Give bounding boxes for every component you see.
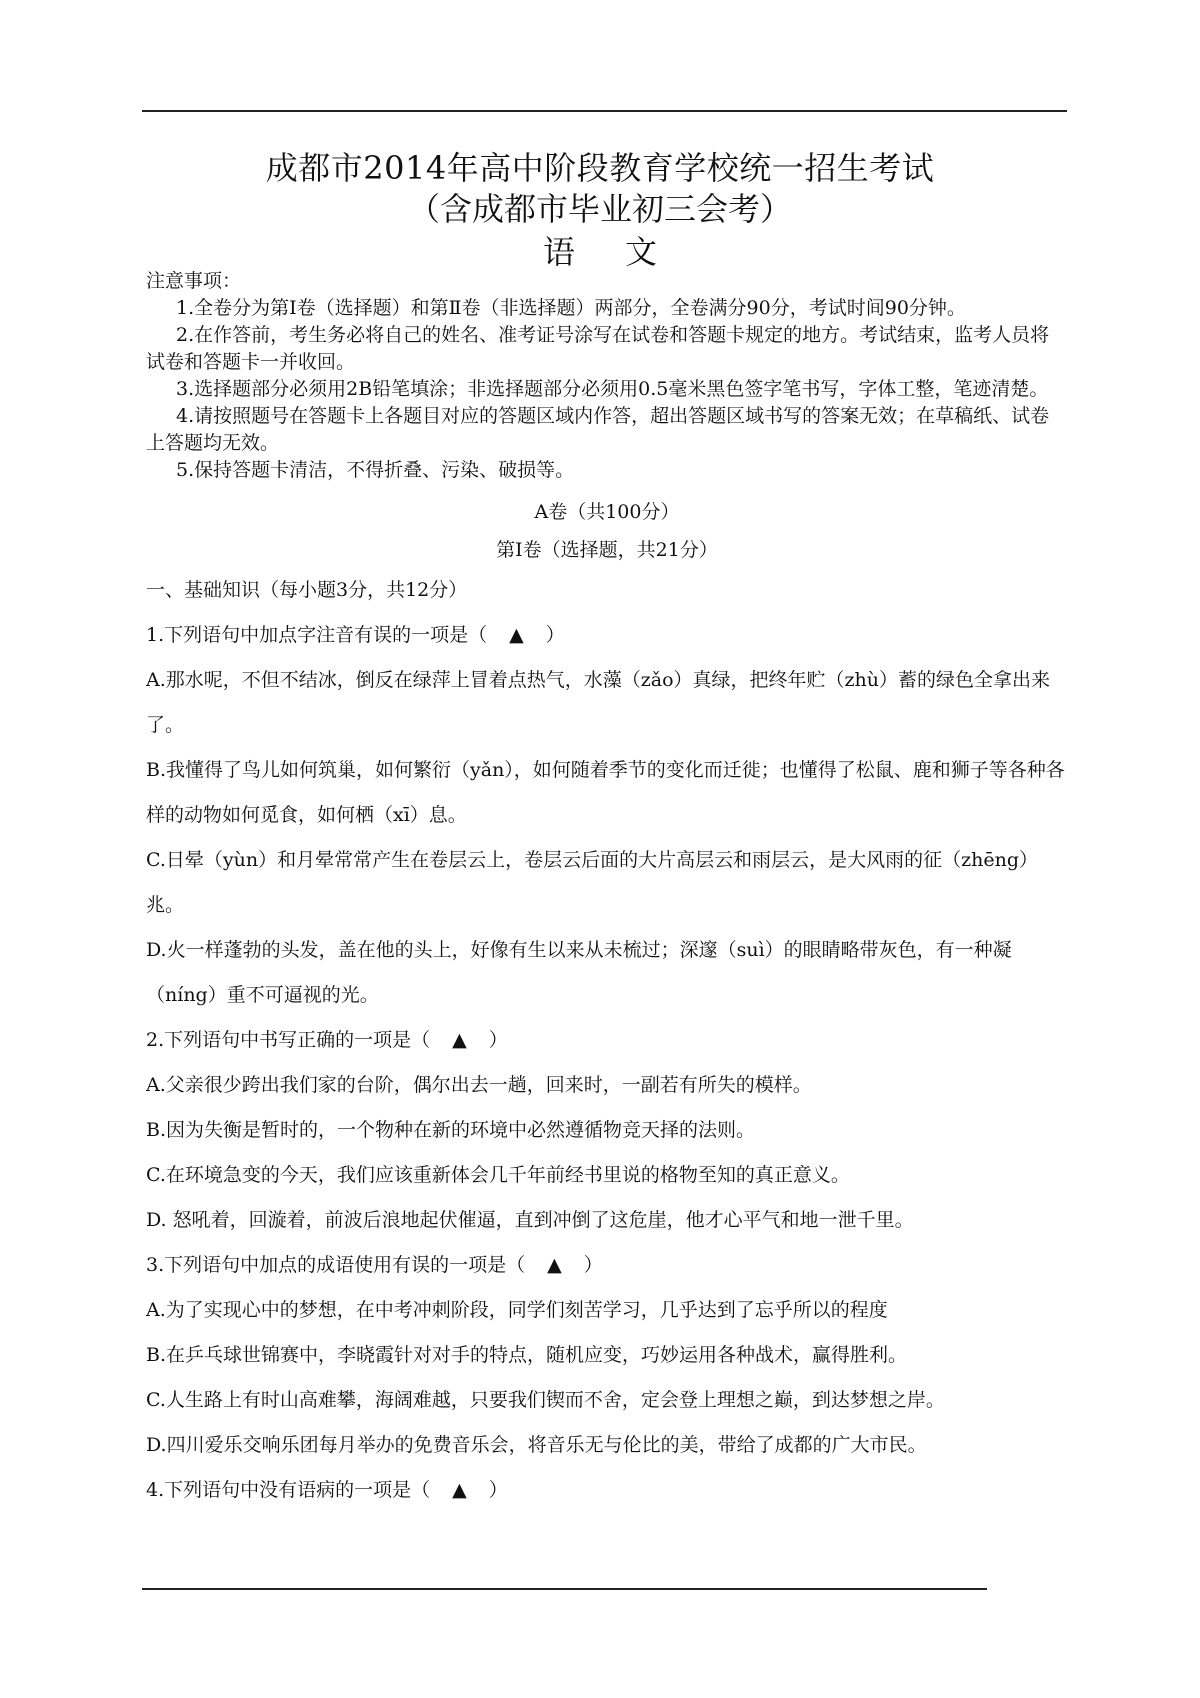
note-item: 2.在作答前，考生务必将自己的姓名、准考证号涂写在试卷和答题卡规定的地方。考试结束，监考人员将试卷和答题卡一并收回。 (146, 324, 1050, 373)
bottom-rule (142, 1588, 987, 1590)
question-2-option-b: B.因为失衡是暂时的，一个物种在新的环境中必然遵循物竞天择的法则。 (146, 1119, 756, 1141)
question-1-option-a: A.那水呢，不但不结冰，倒反在绿萍上冒着点热气，水藻（zǎo）真绿，把终年贮（zhù）蓄的绿色全拿出来了。 (146, 669, 1051, 736)
question-2-option-a: A.父亲很少跨出我们家的台阶，偶尔出去一趟，回来时，一副若有所失的模样。 (146, 1074, 812, 1096)
question-2-option-d: D. 怒吼着，回漩着，前波后浪地起伏催逼，直到冲倒了这危崖，他才心平气和地一泄千里。 (146, 1209, 914, 1231)
question-3-option-d: D.四川爱乐交响乐团每月举办的免费音乐会，将音乐无与伦比的美，带给了成都的广大市民。 (146, 1434, 927, 1456)
question-3-stem: 3.下列语句中加点的成语使用有误的一项是（ ▲ ） (146, 1243, 1068, 1288)
exam-title: 成都市2014年高中阶段教育学校统一招生考试 (265, 149, 935, 187)
question-1-stem: 1.下列语句中加点字注音有误的一项是（ ▲ ） (146, 613, 1068, 658)
subject-title: 语文 (542, 233, 707, 271)
note-item: 3.选择题部分必须用2B铅笔填涂；非选择题部分必须用0.5毫米黑色签字笔书写，字体工整，笔迹清楚。 (176, 378, 1049, 400)
question-2-stem: 2.下列语句中书写正确的一项是（ ▲ ） (146, 1018, 1068, 1063)
note-item: 1.全卷分为第Ⅰ卷（选择题）和第Ⅱ卷（非选择题）两部分，全卷满分90分，考试时间90分钟。 (176, 297, 966, 319)
question-1-option-c: C.日晕（yùn）和月晕常常产生在卷层云上，卷层云后面的大片高层云和雨层云，是大风雨的征（zhēng）兆。 (146, 849, 1039, 916)
exam-subtitle: （含成都市毕业初三会考） (407, 190, 792, 228)
volume-a-heading: A卷（共100分） (534, 501, 680, 523)
question-1-option-d: D.火一样蓬勃的头发，盖在他的头上，好像有生以来从未梳过；深邃（suì）的眼睛略带灰色，有一种凝（níng）重不可逼视的光。 (146, 939, 1012, 1006)
question-1-option-b: B.我懂得了鸟儿如何筑巢，如何繁衍（yǎn），如何随着季节的变化而迁徙；也懂得了松鼠、鹿和狮子等各种各样的动物如何觅食，如何栖（xī）息。 (146, 759, 1065, 826)
top-rule (142, 110, 1067, 112)
answer-triangle-icon: ▲ (509, 624, 524, 646)
answer-triangle-icon: ▲ (547, 1254, 562, 1276)
question-3-option-a: A.为了实现心中的梦想，在中考冲刺阶段，同学们刻苦学习，几乎达到了忘乎所以的程度 (146, 1299, 888, 1321)
title-block (0, 148, 1200, 274)
question-4-stem: 4.下列语句中没有语病的一项是（ ▲ ） (146, 1468, 1068, 1513)
answer-triangle-icon: ▲ (452, 1029, 467, 1051)
question-3-option-c: C.人生路上有时山高难攀，海阔难越，只要我们锲而不舍，定会登上理想之巅，到达梦想之岸。 (146, 1389, 945, 1411)
basic-knowledge-heading: 一、基础知识（每小题3分，共12分） (146, 579, 468, 601)
note-item: 4.请按照题号在答题卡上各题目对应的答题区域内作答，超出答题区域书写的答案无效；在草稿纸、试卷上答题均无效。 (146, 405, 1050, 454)
answer-triangle-icon: ▲ (452, 1479, 467, 1501)
question-3-option-b: B.在乒乓球世锦赛中，李晓霞针对对手的特点，随机应变，巧妙运用各种战术，赢得胜利。 (146, 1344, 908, 1366)
notes-heading: 注意事项： (146, 270, 242, 292)
exam-content (146, 268, 1068, 1513)
part-one-heading: 第Ⅰ卷（选择题，共21分） (496, 539, 718, 561)
note-item: 5.保持答题卡清洁，不得折叠、污染、破损等。 (176, 459, 575, 481)
question-2-option-c: C.在环境急变的今天，我们应该重新体会几千年前经书里说的格物至知的真正意义。 (146, 1164, 850, 1186)
